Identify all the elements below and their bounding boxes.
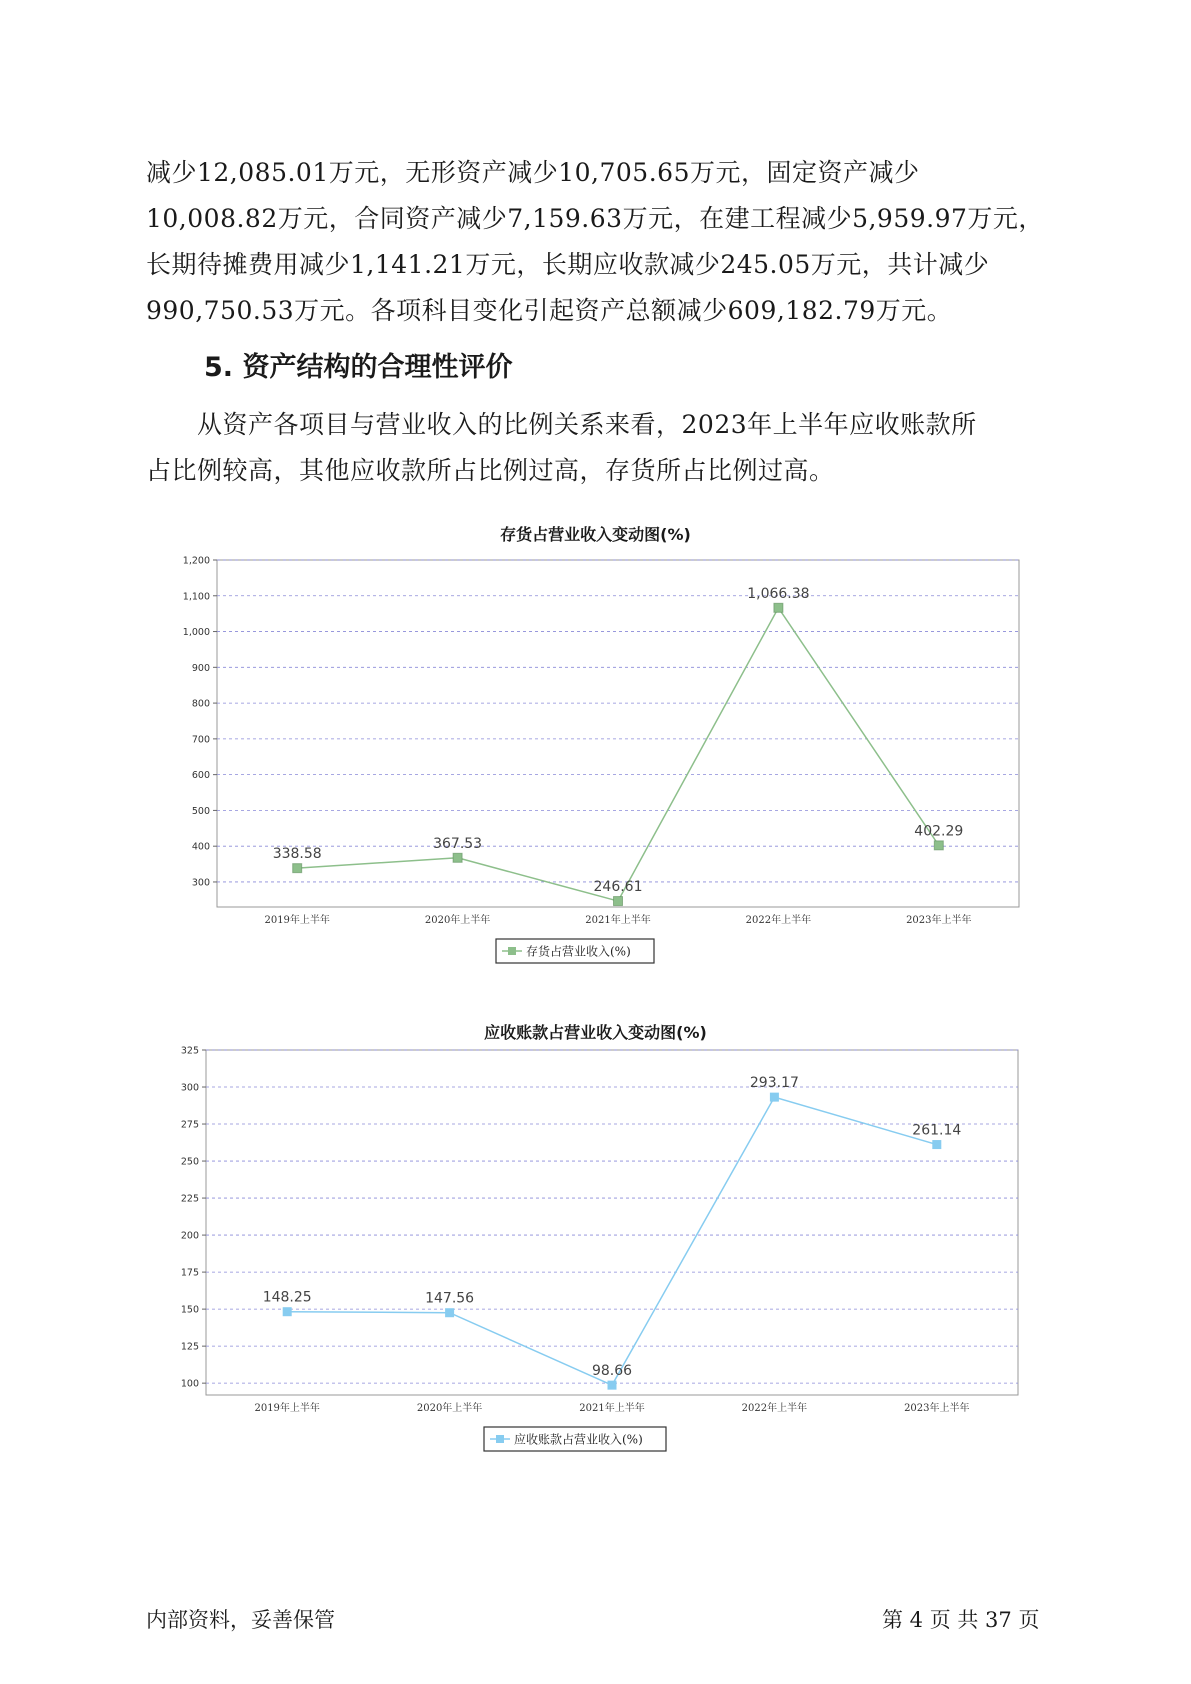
y-tick-label: 500 [191, 805, 210, 817]
chart-receivables [0, 1035, 1191, 1475]
data-point [608, 1381, 617, 1390]
data-label: 293.17 [749, 1075, 799, 1092]
plot-area [217, 560, 1019, 907]
chart-inventory [0, 540, 1191, 980]
legend-marker [496, 1435, 504, 1443]
data-label: 246.61 [593, 879, 643, 896]
x-tick-label: 2019年上半年 [264, 915, 330, 926]
x-tick-label: 2021年上半年 [585, 915, 651, 926]
data-label: 148.25 [262, 1289, 312, 1306]
paragraph-line: 减少12,085.01万元，无形资产减少10,705.65万元，固定资产减少 [146, 158, 920, 187]
paragraph-evaluation [146, 402, 1046, 494]
data-point [774, 603, 783, 612]
data-label: 367.53 [433, 835, 483, 852]
x-tick-label: 2020年上半年 [424, 915, 491, 926]
paragraph-line: 10,008.82万元，合同资产减少7,159.63万元，在建工程减少5,959.97万元， [146, 204, 1044, 233]
data-label: 338.58 [272, 846, 322, 863]
legend-label: 应收账款占营业收入(%) [514, 1432, 643, 1447]
paragraph-line: 从资产各项目与营业收入的比例关系来看，2023年上半年应收账款所 [146, 410, 977, 439]
y-tick-label: 200 [180, 1230, 199, 1242]
data-label: 261.14 [912, 1122, 962, 1139]
y-tick-label: 400 [191, 841, 210, 853]
data-label: 147.56 [425, 1290, 475, 1307]
chart-title-receivables: 应收账款占营业收入变动图(%) [484, 1023, 707, 1042]
data-label: 98.66 [591, 1363, 633, 1380]
x-tick-label: 2019年上半年 [254, 1403, 320, 1414]
data-point [770, 1093, 779, 1102]
y-tick-label: 175 [180, 1267, 199, 1279]
x-tick-label: 2021年上半年 [579, 1403, 645, 1414]
data-label: 402.29 [914, 823, 964, 840]
y-tick-label: 225 [180, 1193, 199, 1205]
paragraph-line: 990,750.53万元。各项科目变化引起资产总额减少609,182.79万元。 [146, 296, 953, 325]
y-tick-label: 1,200 [182, 555, 210, 567]
y-tick-label: 800 [191, 698, 210, 710]
legend-marker [508, 947, 516, 955]
paragraph-asset-decrease [146, 150, 1046, 334]
x-tick-label: 2023年上半年 [906, 915, 972, 926]
section-heading: 5. 资产结构的合理性评价 [204, 352, 513, 383]
data-label: 1,066.38 [747, 585, 810, 602]
x-tick-label: 2020年上半年 [416, 1403, 483, 1414]
plot-area [206, 1050, 1018, 1395]
y-tick-label: 300 [191, 877, 210, 889]
data-point [932, 1140, 941, 1149]
y-tick-label: 250 [180, 1156, 199, 1168]
y-tick-label: 600 [191, 770, 210, 782]
y-tick-label: 125 [180, 1341, 199, 1353]
data-point [934, 841, 943, 850]
y-tick-label: 275 [180, 1119, 199, 1131]
y-tick-label: 1,100 [182, 591, 210, 603]
x-tick-label: 2022年上半年 [745, 915, 812, 926]
data-point [614, 897, 623, 906]
data-point [445, 1308, 454, 1317]
y-tick-label: 900 [191, 662, 210, 674]
y-tick-label: 300 [180, 1082, 199, 1094]
data-point [283, 1307, 292, 1316]
x-tick-label: 2023年上半年 [904, 1403, 970, 1414]
y-tick-label: 1,000 [182, 627, 210, 639]
data-point [453, 853, 462, 862]
legend-label: 存货占营业收入(%) [526, 944, 631, 959]
y-tick-label: 700 [191, 734, 210, 746]
paragraph-line: 长期待摊费用减少1,141.21万元，长期应收款减少245.05万元，共计减少 [146, 250, 990, 279]
footer-left: 内部资料，妥善保管 [146, 1608, 335, 1632]
chart-title-inventory: 存货占营业收入变动图(%) [500, 525, 691, 544]
y-tick-label: 100 [180, 1378, 199, 1390]
y-tick-label: 150 [180, 1304, 199, 1316]
footer-page-number: 第 4 页 共 37 页 [882, 1608, 1040, 1632]
paragraph-line: 占比例较高，其他应收款所占比例过高，存货所占比例过高。 [146, 456, 835, 485]
y-tick-label: 325 [180, 1045, 199, 1057]
x-tick-label: 2022年上半年 [741, 1403, 808, 1414]
data-point [293, 864, 302, 873]
